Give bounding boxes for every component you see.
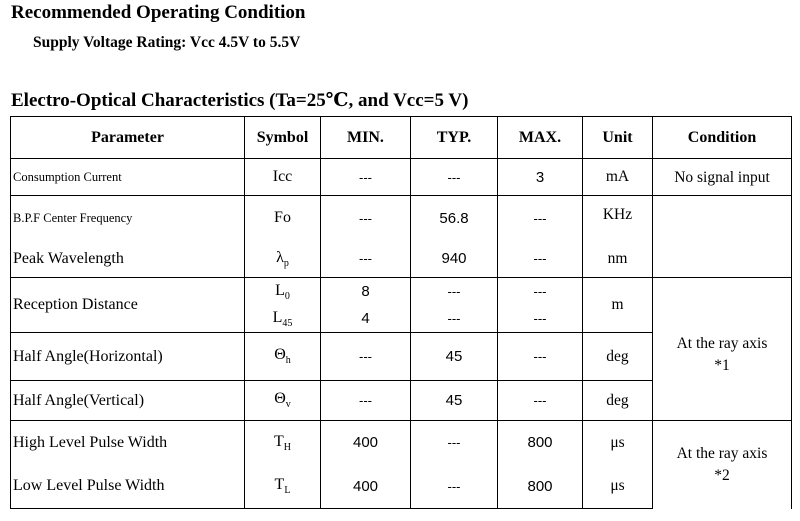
- max-cell: ---: [498, 306, 583, 333]
- unit-cell: deg: [583, 381, 653, 421]
- param-cell: Low Level Pulse Width: [11, 465, 245, 509]
- typ-cell: 56.8: [411, 196, 498, 241]
- symbol-subscript: H: [283, 441, 291, 453]
- symbol-cell: [245, 465, 321, 509]
- min-cell: 8: [321, 278, 411, 306]
- table-row: [11, 278, 792, 306]
- condition-cell-empty: [653, 278, 792, 333]
- symbol-cell: [245, 381, 321, 421]
- symbol-subscript: 0: [284, 290, 290, 302]
- table-row: [11, 159, 792, 196]
- symbol-subscript: v: [285, 399, 291, 411]
- max-cell: ---: [498, 196, 583, 241]
- typ-cell: ---: [411, 159, 498, 196]
- header-typ: TYP.: [411, 117, 498, 159]
- unit-cell: m: [583, 278, 653, 333]
- min-cell: ---: [321, 159, 411, 196]
- max-cell: ---: [498, 381, 583, 421]
- symbol-subscript: L: [284, 485, 291, 497]
- header-symbol: Symbol: [245, 117, 321, 159]
- symbol-text: T: [273, 432, 284, 450]
- symbol-cell: [245, 421, 321, 465]
- condition-cell-empty: [653, 196, 792, 278]
- symbol-cell: [245, 333, 321, 381]
- symbol-cell: Icc: [245, 159, 321, 196]
- min-cell: 400: [321, 465, 411, 509]
- typ-cell: ---: [411, 421, 498, 465]
- param-cell: Reception Distance: [11, 278, 245, 333]
- param-cell: High Level Pulse Width: [11, 421, 245, 465]
- table-row: [11, 196, 792, 241]
- min-cell: ---: [321, 241, 411, 278]
- section-title-recommended: Recommended Operating Condition: [11, 2, 306, 23]
- symbol-text: T: [274, 476, 285, 494]
- param-cell: Half Angle(Vertical): [11, 381, 245, 421]
- min-cell: ---: [321, 381, 411, 421]
- typ-cell: ---: [411, 465, 498, 509]
- min-cell: 4: [321, 306, 411, 333]
- max-cell: 800: [498, 465, 583, 509]
- unit-cell: μs: [583, 465, 653, 509]
- unit-cell: mA: [583, 159, 653, 196]
- max-cell: ---: [498, 278, 583, 306]
- symbol-text: λ: [276, 248, 284, 266]
- unit-cell: μs: [583, 421, 653, 465]
- typ-cell: ---: [411, 306, 498, 333]
- typ-cell: 45: [411, 333, 498, 381]
- symbol-cell: [245, 241, 321, 278]
- symbol-cell: Fo: [245, 196, 321, 241]
- condition-cell: [653, 333, 792, 421]
- table-header-row: [11, 117, 792, 159]
- header-parameter: Parameter: [11, 117, 245, 159]
- symbol-text: L: [272, 308, 283, 326]
- min-cell: ---: [321, 333, 411, 381]
- typ-cell: 940: [411, 241, 498, 278]
- max-cell: 800: [498, 421, 583, 465]
- condition-footnote: *2: [714, 466, 730, 484]
- symbol-cell: [245, 278, 321, 306]
- symbol-text: Θ: [274, 390, 286, 408]
- typ-cell: 45: [411, 381, 498, 421]
- header-unit: Unit: [583, 117, 653, 159]
- param-cell: Peak Wavelength: [11, 241, 245, 278]
- min-cell: 400: [321, 421, 411, 465]
- param-cell: B.P.F Center Frequency: [11, 196, 245, 241]
- typ-cell: ---: [411, 278, 498, 306]
- header-min: MIN.: [321, 117, 411, 159]
- max-cell: ---: [498, 241, 583, 278]
- param-cell: Consumption Current: [11, 159, 245, 196]
- min-cell: ---: [321, 196, 411, 241]
- unit-cell: KHz: [583, 196, 653, 241]
- max-cell: ---: [498, 333, 583, 381]
- symbol-text: L: [275, 281, 285, 299]
- table-row: [11, 333, 792, 381]
- table-row: [11, 421, 792, 465]
- condition-cell: [653, 421, 792, 509]
- unit-cell: deg: [583, 333, 653, 381]
- symbol-subscript: p: [283, 257, 289, 269]
- symbol-cell: [245, 306, 321, 333]
- symbol-subscript: 45: [282, 317, 293, 329]
- supply-voltage-rating: Supply Voltage Rating: Vcc 4.5V to 5.5V: [33, 34, 301, 51]
- symbol-subscript: h: [285, 355, 291, 367]
- condition-line: At the ray axis: [676, 334, 768, 352]
- condition-footnote: *1: [714, 356, 730, 374]
- header-condition: Condition: [653, 117, 792, 159]
- characteristics-table: [10, 116, 792, 509]
- section-title-electro-optical: Electro-Optical Characteristics (Ta=25℃, and Vcc=5 V): [11, 90, 469, 111]
- unit-cell: nm: [583, 241, 653, 278]
- param-cell: Half Angle(Horizontal): [11, 333, 245, 381]
- symbol-text: Θ: [274, 346, 286, 364]
- header-max: MAX.: [498, 117, 583, 159]
- condition-line: At the ray axis: [676, 444, 768, 462]
- max-cell: 3: [498, 159, 583, 196]
- condition-cell: No signal input: [653, 159, 792, 196]
